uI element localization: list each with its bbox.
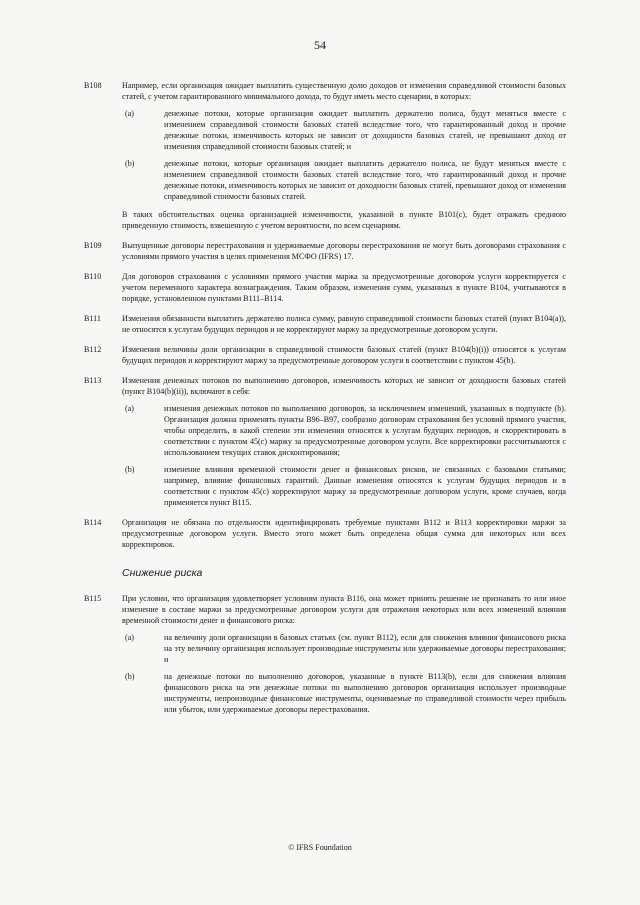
subparagraph-text: денежные потоки, которые организация ожидает выплатить держателю полиса, не будут меняться вместе с изменением справедливой стоимости базовых статей вследствие того, что гарантированный доход и прочие денежные потоки, изменчивость которых не зависит от доходности базовых статей, превышают доход от изменения справедливой стоимости базовых статей. xyxy=(164,159,566,201)
paragraph xyxy=(84,240,566,262)
paragraph-text: Изменения величины доли организации в справедливой стоимости базовых статей (пункт B104(b)(i)) относятся к услугам будущих периодов и корректируют маржу за предусмотренные договором услуги в соответствии с пунктом 45(b). xyxy=(122,345,566,365)
document-body xyxy=(84,80,566,724)
paragraph xyxy=(84,517,566,550)
paragraph xyxy=(84,313,566,335)
paragraph xyxy=(84,375,566,508)
paragraph-text: Выпущенные договоры перестрахования и удерживаемые договоры перестрахования не могут быть договорами страхования с условиями прямого участия в целях применения МСФО (IFRS) 17. xyxy=(122,241,566,261)
paragraph-number: B114 xyxy=(84,518,102,527)
subparagraph-text: на величину доли организации в базовых статьях (см. пункт B112), если для снижения влияния финансового риска на эту величину организация использует производные инструменты или удерживаемые договоры перестрахования; и xyxy=(164,633,566,664)
paragraph-text: Для договоров страхования с условиями прямого участия маржа за предусмотренные договором услуги корректируется с учетом переменного характера вознаграждения. Таким образом, изменения сумм, указанных в пункте B104, учитываются в порядке, установленном пунктами B111–B114. xyxy=(122,272,566,303)
paragraph-conclusion: В таких обстоятельствах оценка организацией изменчивости, указанной в пункте B101(c), будет отражать среднюю приведенную стоимость, взвешенную с учетом вероятности, по всем сценариям. xyxy=(122,210,566,230)
paragraph-number: B110 xyxy=(84,272,102,281)
subparagraph-label: (b) xyxy=(125,159,135,168)
footer-copyright: © IFRS Foundation xyxy=(288,843,352,852)
paragraph-text: Изменения обязанности выплатить держателю полиса сумму, равную справедливой стоимости базовых статей (пункт B104(a)), не относятся к услугам будущих периодов и не корректируют маржу за предусмотренные договором услуги. xyxy=(122,314,566,334)
paragraph-number: B112 xyxy=(84,345,102,354)
paragraph-text: При условии, что организация удовлетворяет условиям пункта B116, она может принять решение не признавать то или иное изменение в составе маржи за предусмотренные договором услуги для отражения некоторых или всех изменений влияния временной стоимости денег и финансового риска: xyxy=(122,594,566,625)
paragraph-group xyxy=(84,80,566,550)
paragraph-text: Организация не обязана по отдельности идентифицировать требуемые пунктами B112 и B113 корректировки маржи за предусмотренные договором услуги. Вместо этого может быть определена общая сумма для некоторых или всех корректировок. xyxy=(122,518,566,549)
subparagraph-text: денежные потоки, которые организация ожидает выплатить держателю полиса, будут меняться вместе с изменением справедливой стоимости базовых статей вследствие того, что гарантированный доход и прочие денежные потоки, изменчивость которых не зависит от доходности базовых статей, не превышают доход от изменения справедливой стоимости базовых статей; и xyxy=(164,109,566,151)
subparagraph-text: изменения денежных потоков по выполнению договоров, за исключением изменений, указанных в подпункте (b). Организация должна применять пункты B96–B97, сообразно договорам страхования без условий прямого участия, чтобы определить, в какой степени эти изменения относятся к услугам будущих периодов, и скорректировать в соответствии с пунктом 45(c) маржу за предусмотренные договором услуги. Все корректировки рассчитываются с использованием текущих ставок дисконтирования; xyxy=(164,404,566,457)
subparagraph-label: (a) xyxy=(125,633,134,642)
section-heading: Снижение риска xyxy=(122,567,203,579)
paragraph-number: B113 xyxy=(84,376,102,385)
paragraph xyxy=(84,344,566,366)
subparagraph-text: на денежные потоки по выполнению договоров, указанные в пункте B113(b), если для снижения влияния финансового риска на эти денежные потоки по выполнению договоров организация использует производные инструменты, непроизводные финансовые инструменты, оцениваемые по справедливой стоимости через прибыль или убыток, или удерживаемые договоры перестрахования. xyxy=(164,672,566,714)
subparagraph-label: (a) xyxy=(125,404,134,413)
paragraph xyxy=(84,271,566,304)
subparagraph xyxy=(122,403,566,458)
subparagraph-text: изменение влияния временной стоимости денег и финансовых рисков, не связанных с базовыми статьями; например, влияние финансовых гарантий. Данные изменения относятся к услугам будущих периодов и в соответствии с пунктом 45(c) корректируют маржу за предусмотренные договором услуги, кроме случаев, когда применяется пункт B115. xyxy=(164,465,566,507)
paragraph-number: B115 xyxy=(84,594,102,603)
subparagraph xyxy=(122,158,566,202)
page-number: 54 xyxy=(314,38,326,52)
paragraph-text: Изменения денежных потоков по выполнению договоров, изменчивость которых не зависит от доходности базовых статей (пункт B104(b)(ii)), включают в себя: xyxy=(122,376,566,396)
subparagraph-label: (b) xyxy=(125,465,135,474)
paragraph-number: B108 xyxy=(84,81,102,90)
subparagraph-label: (b) xyxy=(125,672,135,681)
subparagraph xyxy=(122,632,566,665)
paragraph-number: B111 xyxy=(84,314,101,323)
subparagraph xyxy=(122,108,566,152)
subparagraph-label: (a) xyxy=(125,109,134,118)
paragraph xyxy=(84,80,566,231)
paragraph-number: B109 xyxy=(84,241,102,250)
paragraph-group xyxy=(84,593,566,715)
subparagraph xyxy=(122,464,566,508)
paragraph xyxy=(84,593,566,715)
subparagraph xyxy=(122,671,566,715)
paragraph-text: Например, если организация ожидает выплатить существенную долю доходов от изменения справедливой стоимости базовых статей, с учетом гарантированного минимального дохода, то будут иметь место сценарии, в которых: xyxy=(122,81,566,101)
